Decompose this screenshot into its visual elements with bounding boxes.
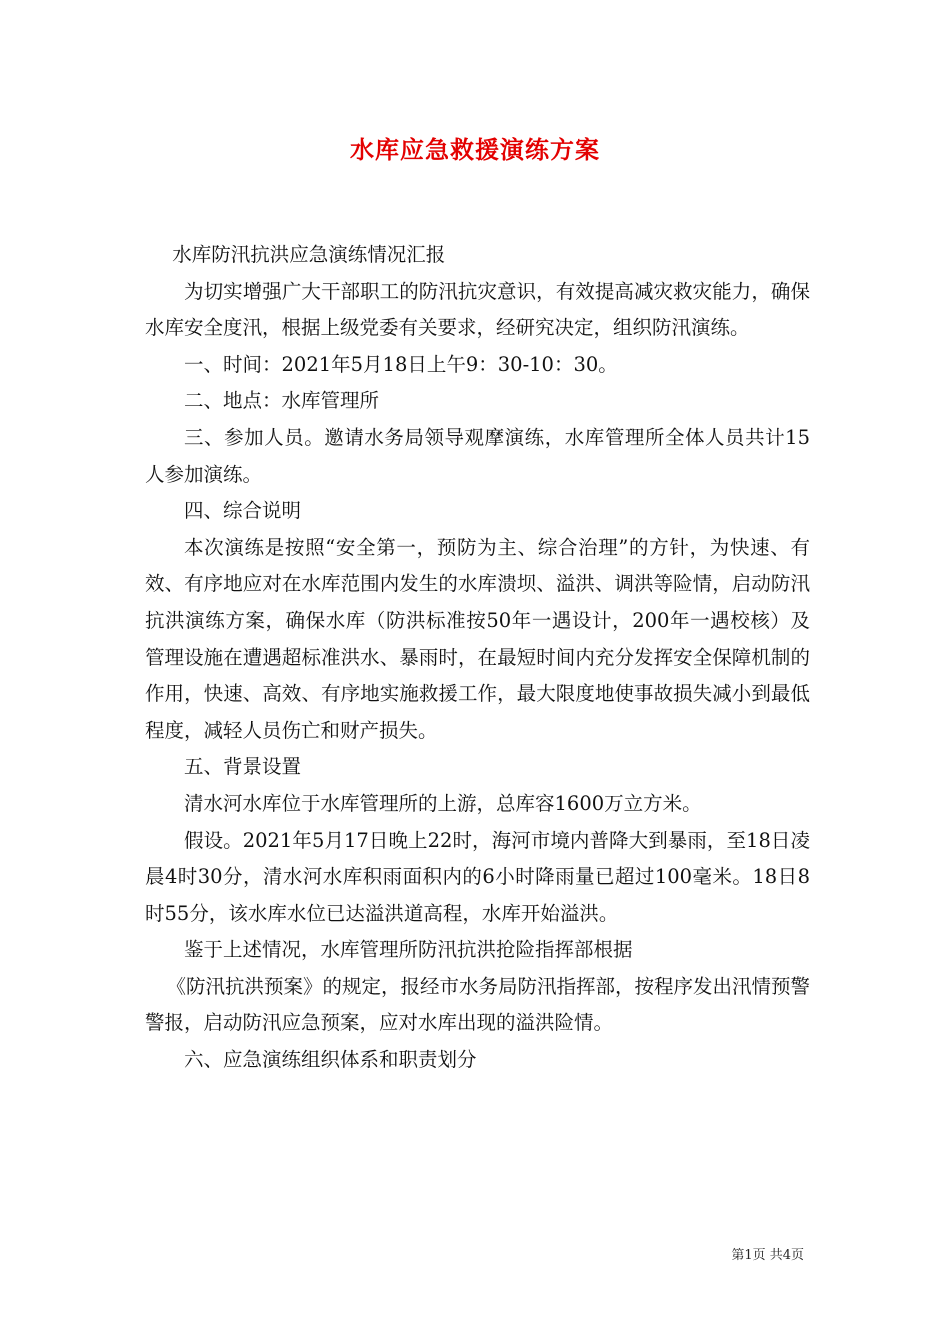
paragraph-participants: 三、参加人员。邀请水务局领导观摩演练，水库管理所全体人员共计15人参加演练。 — [145, 425, 810, 486]
page-number: 第1页 共4页 — [731, 1248, 804, 1263]
section-heading-organization: 六、应急演练组织体系和职责划分 — [184, 1048, 477, 1072]
paragraph-scenario: 假设。2021年5月17日晚上22时，海河市境内普降大到暴雨，至18日凌晨4时30分，清水河水库积雨面积内的6小时降雨量已超过100毫米。18日8时55分，该水库水位已达溢洪道高程，水库开始溢洪。 — [145, 828, 810, 925]
paragraph-intro: 为切实增强广大干部职工的防汛抗灾意识，有效提高减灾救灾能力，确保水库安全度汛，根据上级党委有关要求，经研究决定，组织防汛演练。 — [145, 279, 810, 340]
report-heading: 水库防汛抗洪应急演练情况汇报 — [172, 243, 446, 266]
paragraph-response-lead: 鉴于上述情况，水库管理所防汛抗洪抢险指挥部根据 — [184, 938, 633, 962]
section-heading-overview: 四、综合说明 — [184, 499, 302, 523]
paragraph-location: 二、地点：水库管理所 — [184, 389, 380, 413]
section-heading-background: 五、背景设置 — [184, 755, 302, 779]
document-body — [145, 237, 810, 1079]
paragraph-time: 一、时间：2021年5月18日上午9：30-10：30。 — [184, 352, 618, 376]
paragraph-response: 《防汛抗洪预案》的规定，报经市水务局防汛指挥部，按程序发出汛情预警警报，启动防汛应急预案，应对水库出现的溢洪险情。 — [145, 974, 810, 1035]
paragraph-reservoir: 清水河水库位于水库管理所的上游，总库容1600万立方米。 — [184, 791, 702, 815]
document-title: 水库应急救援演练方案 — [350, 135, 600, 164]
paragraph-overview: 本次演练是按照“安全第一，预防为主、综合治理”的方针，为快速、有效、有序地应对在水库范围内发生的水库溃坝、溢洪、调洪等险情，启动防汛抗洪演练方案，确保水库（防洪标准按50年一遇设计，200年一遇校核）及管理设施在遭遇超标准洪水、暴雨时，在最短时间内充分发挥安全保障机制的作用，快速、高效、有序地实施救援工作，最大限度地使事故损失减小到最低程度，减轻人员伤亡和财产损失。 — [145, 535, 810, 742]
